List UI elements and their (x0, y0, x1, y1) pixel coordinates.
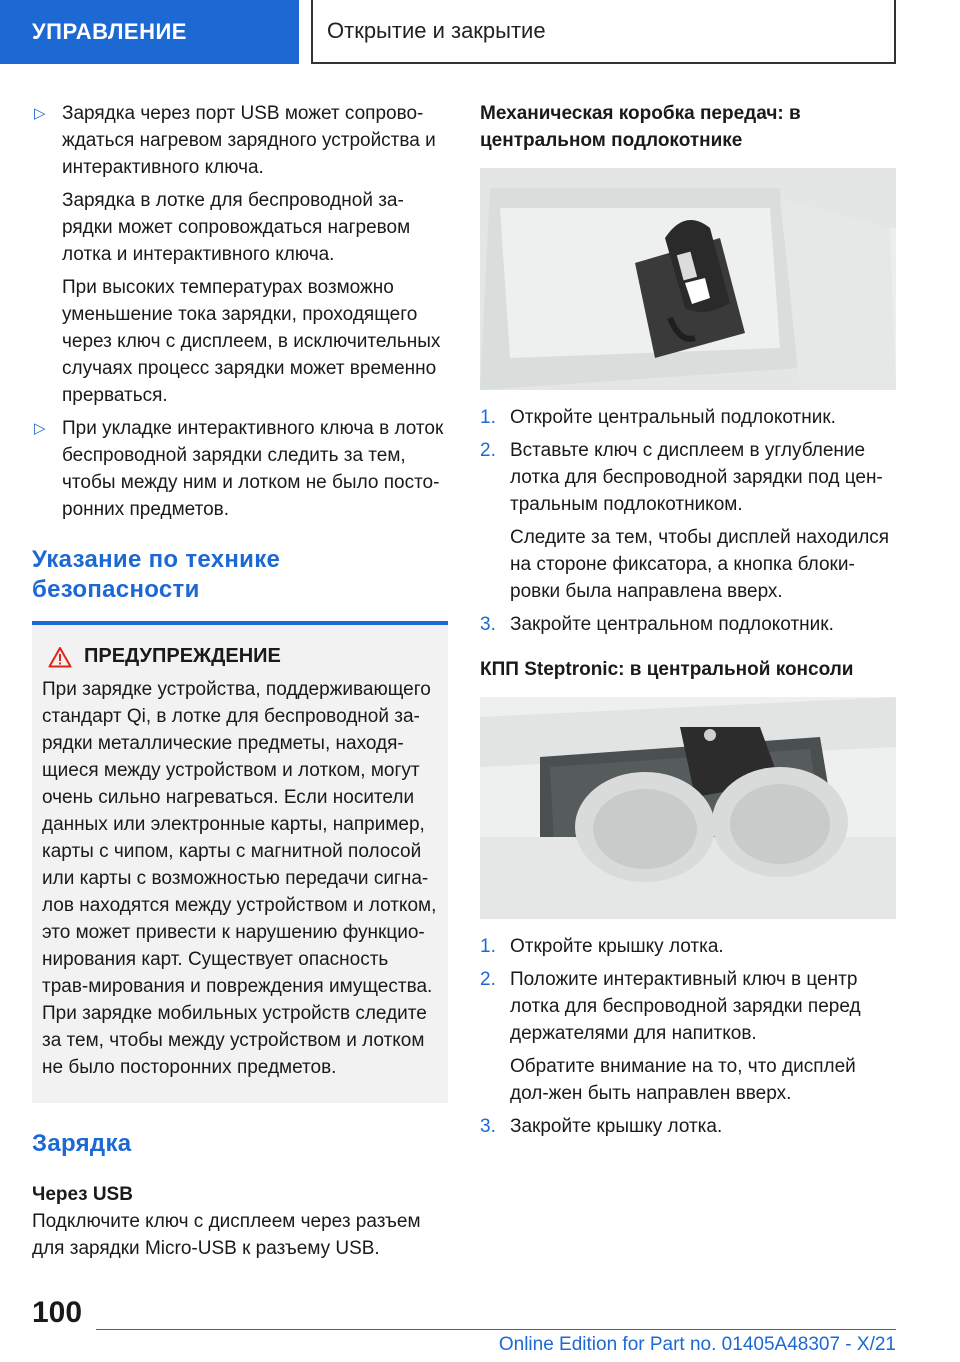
bullet-paragraph: Зарядка в лотке для беспроводной за-рядки может сопровождаться нагревом лотка и интерактивного ключа. (62, 190, 411, 265)
bullet-paragraph: При высоких температурах возможно уменьшение тока зарядки, проходящего через ключ с дисплеем, в исключительных случаях процесс зарядки может временно прерваться. (62, 277, 441, 406)
step-item (480, 933, 896, 960)
bullet-text: Зарядка через порт USB может сопрово-ждаться нагревом зарядного устройства и интерактивного ключа. (62, 103, 436, 178)
armrest-tray-image (480, 168, 896, 390)
warning-icon (48, 646, 72, 668)
triangle-bullet-icon: ▷ (34, 420, 46, 437)
step-text: Положите интерактивный ключ в центр лотка для беспроводной зарядки перед держателями для напитков. (510, 969, 861, 1044)
step-text: Откройте центральный подлокотник. (510, 407, 836, 428)
right-column (480, 100, 896, 1146)
step-item (480, 1113, 896, 1140)
step-text: Закройте центральном подлокотник. (510, 614, 834, 635)
left-column (32, 100, 448, 1262)
step-item (480, 966, 896, 1047)
triangle-bullet-icon: ▷ (34, 105, 46, 122)
step-number: 1. (480, 936, 496, 957)
step-number: 2. (480, 969, 496, 990)
warning-title-text: ПРЕДУПРЕЖДЕНИЕ (84, 645, 281, 667)
bullet-text: При укладке интерактивного ключа в лоток беспроводной зарядки следить за тем, чтобы между ним и лотком не было посто-ронних предметов. (62, 418, 444, 520)
step-item (480, 611, 896, 638)
step-number: 1. (480, 407, 496, 428)
step-number: 3. (480, 614, 496, 635)
step-note: Следите за тем, чтобы дисплей находился на стороне фиксатора, а кнопка блоки-ровки была направлена вверх. (510, 527, 890, 602)
step-item (480, 437, 896, 518)
bullet-item (32, 100, 448, 181)
warning-text: При зарядке устройства, поддерживающего стандарт Qi, в лотке для беспроводной за-рядки металлические предметы, находя-щиеся между устройством и лотком, могут очень сильно нагреваться. Если носители данных или электронные карты, например, карты с чипом, карты с магнитной полосой или карты с возможностью передачи сигна-лов находятся между устройством и лотком, это может привести к нарушению функцио-нирования карт. Существует опасность трав-мирования и повреждения имущества. При зарядке мобильных устройств следите за тем, чтобы между устройством и лотком не было посторонних предметов. (42, 679, 437, 1078)
safety-heading: Указание по технике безопасности (32, 546, 281, 603)
warning-box (32, 625, 448, 1103)
console-tray-image (480, 697, 896, 919)
step-text: Закройте крышку лотка. (510, 1116, 723, 1137)
step-number: 2. (480, 440, 496, 461)
step-text: Вставьте ключ с дисплеем в углубление лотка для беспроводной зарядки под цен-тральным подлокотником. (510, 440, 883, 515)
section-tab: УПРАВЛЕНИЕ (0, 0, 299, 64)
chapter-title: Открытие и закрытие (311, 0, 896, 64)
usb-heading: Через USB (32, 1184, 133, 1205)
step-text: Откройте крышку лотка. (510, 936, 724, 957)
steptronic-heading: КПП Steptronic: в центральной консоли (480, 659, 854, 680)
usb-text: Подключите ключ с дисплеем через разъем для зарядки Micro-USB к разъему USB. (32, 1211, 421, 1259)
page-number: 100 (32, 1296, 83, 1329)
charging-heading: Зарядка (32, 1130, 132, 1157)
footer-edition: Online Edition for Part no. 01405A48307 - X/21 (498, 1334, 896, 1355)
warning-title (42, 643, 438, 670)
bullet-item (32, 415, 448, 523)
step-number: 3. (480, 1116, 496, 1137)
step-item (480, 404, 896, 431)
manual-gearbox-heading: Механическая коробка передач: в центральном подлокотнике (480, 103, 801, 151)
step-note: Обратите внимание на то, что дисплей дол-жен быть направлен вверх. (510, 1056, 856, 1104)
